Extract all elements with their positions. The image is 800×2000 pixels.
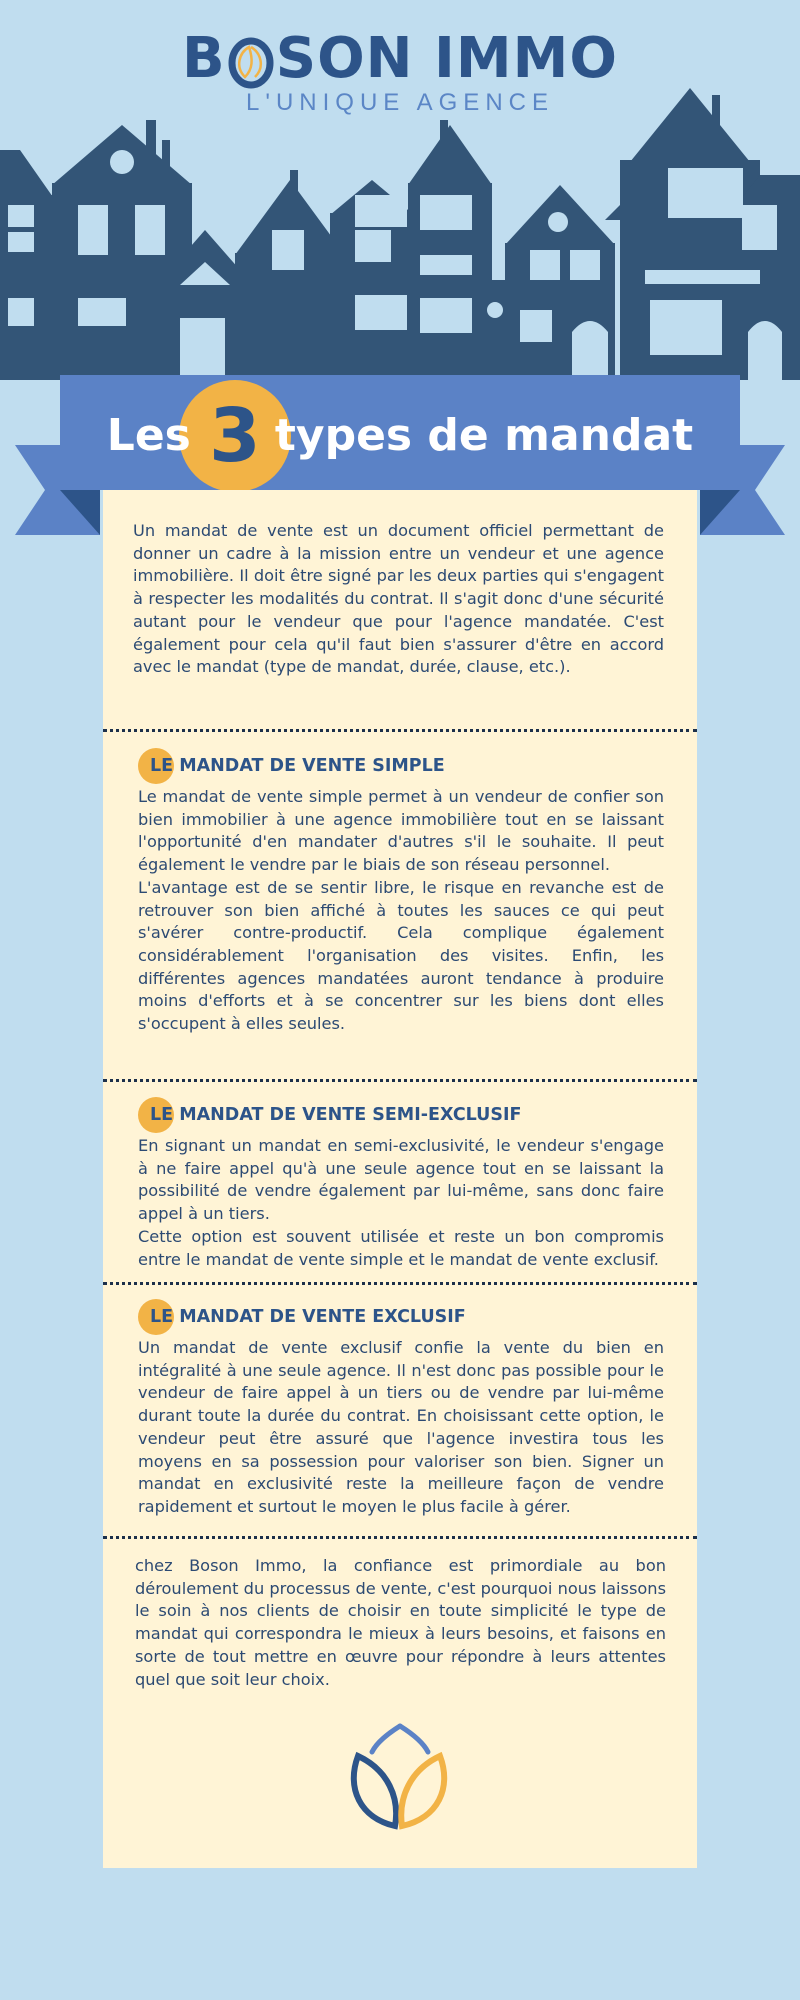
section-divider xyxy=(103,729,697,732)
section-divider xyxy=(103,1282,697,1285)
intro-paragraph: Un mandat de vente est un document officiel permettant de donner un cadre à la mission entre un vendeur et une agence immobilière. Il doit être signé par les deux parties qui s'engagent à respecter les modalités du contrat. Il s'agit donc d'une sécurité autant pour le vendeur que pour l'agence mandatée. C'est également pour cela qu'il faut bien s'assurer d'être en accord avec le mandat (type de mandat, durée, clause, etc.). xyxy=(133,521,664,677)
section-divider xyxy=(103,1079,697,1082)
banner-prefix: Les xyxy=(106,410,191,461)
brand-name-part2: SON IMMO xyxy=(275,26,618,91)
closing-paragraph: chez Boson Immo, la confiance est primordiale au bon déroulement du processus de vente, c'est pourquoi nous laissons le soin à nos clients de choisir en toute simplicité le type de mandat qui correspondra le mieux à leurs besoins, et faisons en sorte de tout mettre en œuvre pour répondre à leurs attentes quel que soit leur choix. xyxy=(135,1556,666,1689)
section-title: LE MANDAT DE VENTE SEMI-EXCLUSIF xyxy=(150,1105,522,1125)
section-header xyxy=(138,1299,664,1335)
banner-number-badge: 3 xyxy=(179,380,291,492)
section-header xyxy=(138,748,664,784)
leaf-logo-icon xyxy=(340,1718,460,1833)
brand-tagline: L'UNIQUE AGENCE xyxy=(246,89,554,116)
section-paragraph: Cette option est souvent utilisée et reste un bon compromis entre le mandat de vente simple et le mandat de vente exclusif. xyxy=(138,1226,664,1269)
section-header xyxy=(138,1097,664,1133)
brand-name-part1: B xyxy=(182,26,226,91)
section-semi-exclusive xyxy=(138,1097,664,1271)
section-paragraph: Le mandat de vente simple permet à un vendeur de confier son bien immobilier à une agence immobilière tout en se laissant l'opportunité d'en mandater d'autres s'il le souhaite. Il peut également le vendre par le biais de son réseau personnel. xyxy=(138,787,664,875)
town-skyline-illustration xyxy=(0,80,800,380)
section-paragraph: En signant un mandat en semi-exclusivité, le vendeur s'engage à ne faire appel qu'à une seule agence tout en se laissant la possibilité de vendre également par lui-même, sans donc faire appel à un tiers. xyxy=(138,1136,664,1224)
section-title: LE MANDAT DE VENTE SIMPLE xyxy=(150,756,445,776)
banner-suffix: types de mandat xyxy=(274,410,694,461)
banner-title xyxy=(60,378,740,493)
section-divider xyxy=(103,1536,697,1539)
section-exclusive xyxy=(138,1299,664,1519)
section-title: LE MANDAT DE VENTE EXCLUSIF xyxy=(150,1307,466,1327)
section-paragraph: Un mandat de vente exclusif confie la vente du bien en intégralité à une seule agence. Il n'est donc pas possible pour le vendeur de faire appel à un tiers ou de vendre par lui-même durant toute la durée du contrat. En choisissant cette option, le vendeur peut être assuré que l'agence investira tous les moyens en sa possession pour valoriser son bien. Signer un mandat en exclusivité reste la meilleure façon de vendre rapidement et surtout le moyen le plus facile à gérer. xyxy=(138,1338,664,1516)
section-paragraph: L'avantage est de se sentir libre, le risque en revanche est de retrouver son bien affiché à toutes les sauces ce qui peut s'avérer contre-productif. Cela complique également considérablement l'organisation des visites. Enfin, les différentes agences mandatées auront tendance à produire moins d'efforts et à se concentrer sur les biens dont elles s'occupent à elles seules. xyxy=(138,877,664,1034)
section-simple xyxy=(138,748,664,1036)
